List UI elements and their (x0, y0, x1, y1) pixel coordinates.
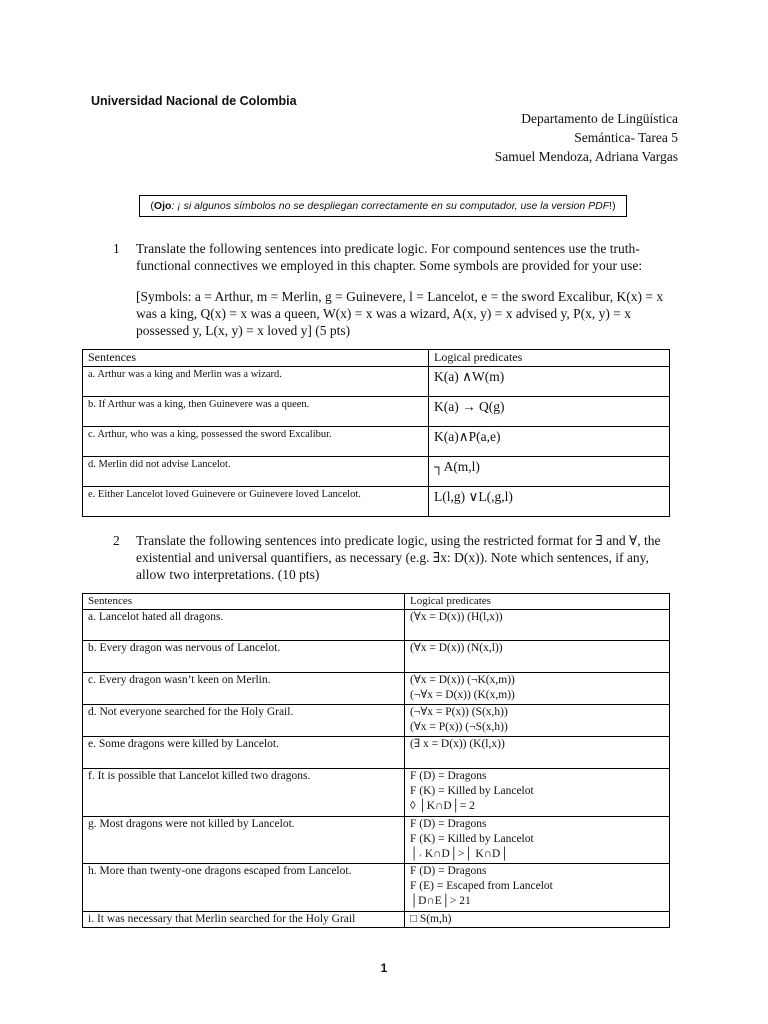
course: Semántica- Tarea 5 (574, 130, 678, 145)
logic-cell: K(a) → Q(g) (429, 397, 670, 427)
sentence-cell: d. Merlin did not advise Lancelot. (83, 457, 429, 487)
table-row (83, 673, 670, 705)
table-2 (82, 593, 670, 928)
university-name: Universidad Nacional de Colombia (91, 94, 297, 108)
logic-cell (405, 673, 670, 705)
logic-line: (∀x = D(x)) (N(x,l)) (410, 642, 503, 654)
table-row (83, 737, 670, 769)
sentence-cell: a. Lancelot hated all dragons. (83, 610, 405, 641)
sentence-cell: g. Most dragons were not killed by Lancelot. (83, 817, 405, 864)
notice-text: : ¡ si algunos símbolos no se despliegan correctamente en su computador, use la version PDF (171, 200, 610, 212)
sentence-cell: e. Some dragons were killed by Lancelot. (83, 737, 405, 769)
sentence-cell: d. Not everyone searched for the Holy Grail. (83, 705, 405, 737)
table-row (83, 705, 670, 737)
logic-line: ◊ │K∩D│= 2 (410, 800, 475, 812)
notice-box (139, 195, 627, 217)
page-number: 1 (380, 961, 388, 975)
question-text: Translate the following sentences into predicate logic. For compound sentences use the truth-functional connectives we employed in this chapter. Some symbols are provided for your use: (136, 241, 643, 273)
column-header-logic: Logical predicates (429, 350, 670, 367)
department: Departamento de Lingüística (521, 111, 678, 126)
logic-line: │D∩E│> 21 (410, 895, 471, 907)
logic-line: F (D) = Dragons (410, 770, 487, 782)
logic-line: (¬∀x = P(x)) (S(x,h)) (410, 706, 508, 718)
table-row (83, 912, 670, 928)
question-number: 2 (113, 533, 120, 548)
logic-line: □ S(m,h) (410, 913, 452, 925)
question-text: Translate the following sentences into predicate logic, using the restricted format for ∃ and ∀, the existential and universal quantifiers, as necessary (e.g. ∃x: D(x)). Note which sentences, if any, allow two interpretations. (10 pts) (136, 533, 661, 582)
logic-line: F (K) = Killed by Lancelot (410, 785, 534, 797)
table-header-row (83, 594, 670, 610)
table-1 (82, 349, 670, 517)
logic-line: F (E) = Escaped from Lancelot (410, 880, 553, 892)
sentence-cell: i. It was necessary that Merlin searched for the Holy Grail (83, 912, 405, 928)
logic-line: (¬∀x = D(x)) (K(x,m)) (410, 689, 515, 701)
sentence-cell: c. Arthur, who was a king, possessed the sword Excalibur. (83, 427, 429, 457)
logic-cell (405, 769, 670, 817)
notice-close: !) (609, 200, 616, 212)
logic-line: F (K) = Killed by Lancelot (410, 833, 534, 845)
column-header-logic: Logical predicates (405, 594, 670, 610)
notice-open: ( (150, 200, 154, 212)
logic-cell (405, 705, 670, 737)
table-row (83, 641, 670, 673)
table-row (83, 367, 670, 397)
logic-cell: K(a) ∧W(m) (429, 367, 670, 397)
table-row (83, 610, 670, 641)
table-row (83, 487, 670, 517)
table-header-row (83, 350, 670, 367)
logic-cell (405, 912, 670, 928)
symbols-list: [Symbols: a = Arthur, m = Merlin, g = Guinevere, l = Lancelot, e = the sword Excalibur, K(x) = x was a king, Q(x) = x was a queen, W(x) = x was a wizard, A(x, y) = x advised y, P(x, y) = x possessed y, L(x, y) = x loved y] (5 pts) (136, 289, 664, 338)
sentence-cell: a. Arthur was a king and Merlin was a wizard. (83, 367, 429, 397)
question-number: 1 (113, 241, 120, 256)
notice-label: Ojo (153, 200, 172, 212)
logic-cell (405, 864, 670, 912)
sentence-cell: b. Every dragon was nervous of Lancelot. (83, 641, 405, 673)
logic-line: (∀x = P(x)) (¬S(x,h)) (410, 721, 508, 733)
logic-cell (405, 737, 670, 769)
sentence-cell: e. Either Lancelot loved Guinevere or Guinevere loved Lancelot. (83, 487, 429, 517)
logic-cell: ┐A(m,l) (429, 457, 670, 487)
table-row (83, 427, 670, 457)
sentence-cell: h. More than twenty-one dragons escaped from Lancelot. (83, 864, 405, 912)
header-right (495, 109, 678, 166)
sentence-cell: c. Every dragon wasn’t keen on Merlin. (83, 673, 405, 705)
sentence-cell: f. It is possible that Lancelot killed two dragons. (83, 769, 405, 817)
logic-line: │˒ K∩D│>│ K∩D│ (410, 848, 509, 860)
logic-cell: K(a)∧P(a,e) (429, 427, 670, 457)
table-row (83, 457, 670, 487)
logic-cell (405, 817, 670, 864)
logic-line: F (D) = Dragons (410, 865, 487, 877)
table-row (83, 817, 670, 864)
authors: Samuel Mendoza, Adriana Vargas (494, 149, 678, 164)
logic-cell (405, 610, 670, 641)
sentence-cell: b. If Arthur was a king, then Guinevere was a queen. (83, 397, 429, 427)
logic-line: (∀x = D(x)) (¬K(x,m)) (410, 674, 515, 686)
logic-cell (405, 641, 670, 673)
table-row (83, 397, 670, 427)
column-header-sentences: Sentences (83, 594, 405, 610)
column-header-sentences: Sentences (83, 350, 429, 367)
table-row (83, 864, 670, 912)
logic-line: (∀x = D(x)) (H(l,x)) (410, 611, 503, 623)
logic-line: F (D) = Dragons (410, 818, 487, 830)
logic-line: (∃ x = D(x)) (K(l,x)) (410, 738, 505, 750)
logic-cell: L(l,g) ∨L(,g,l) (429, 487, 670, 517)
table-row (83, 769, 670, 817)
